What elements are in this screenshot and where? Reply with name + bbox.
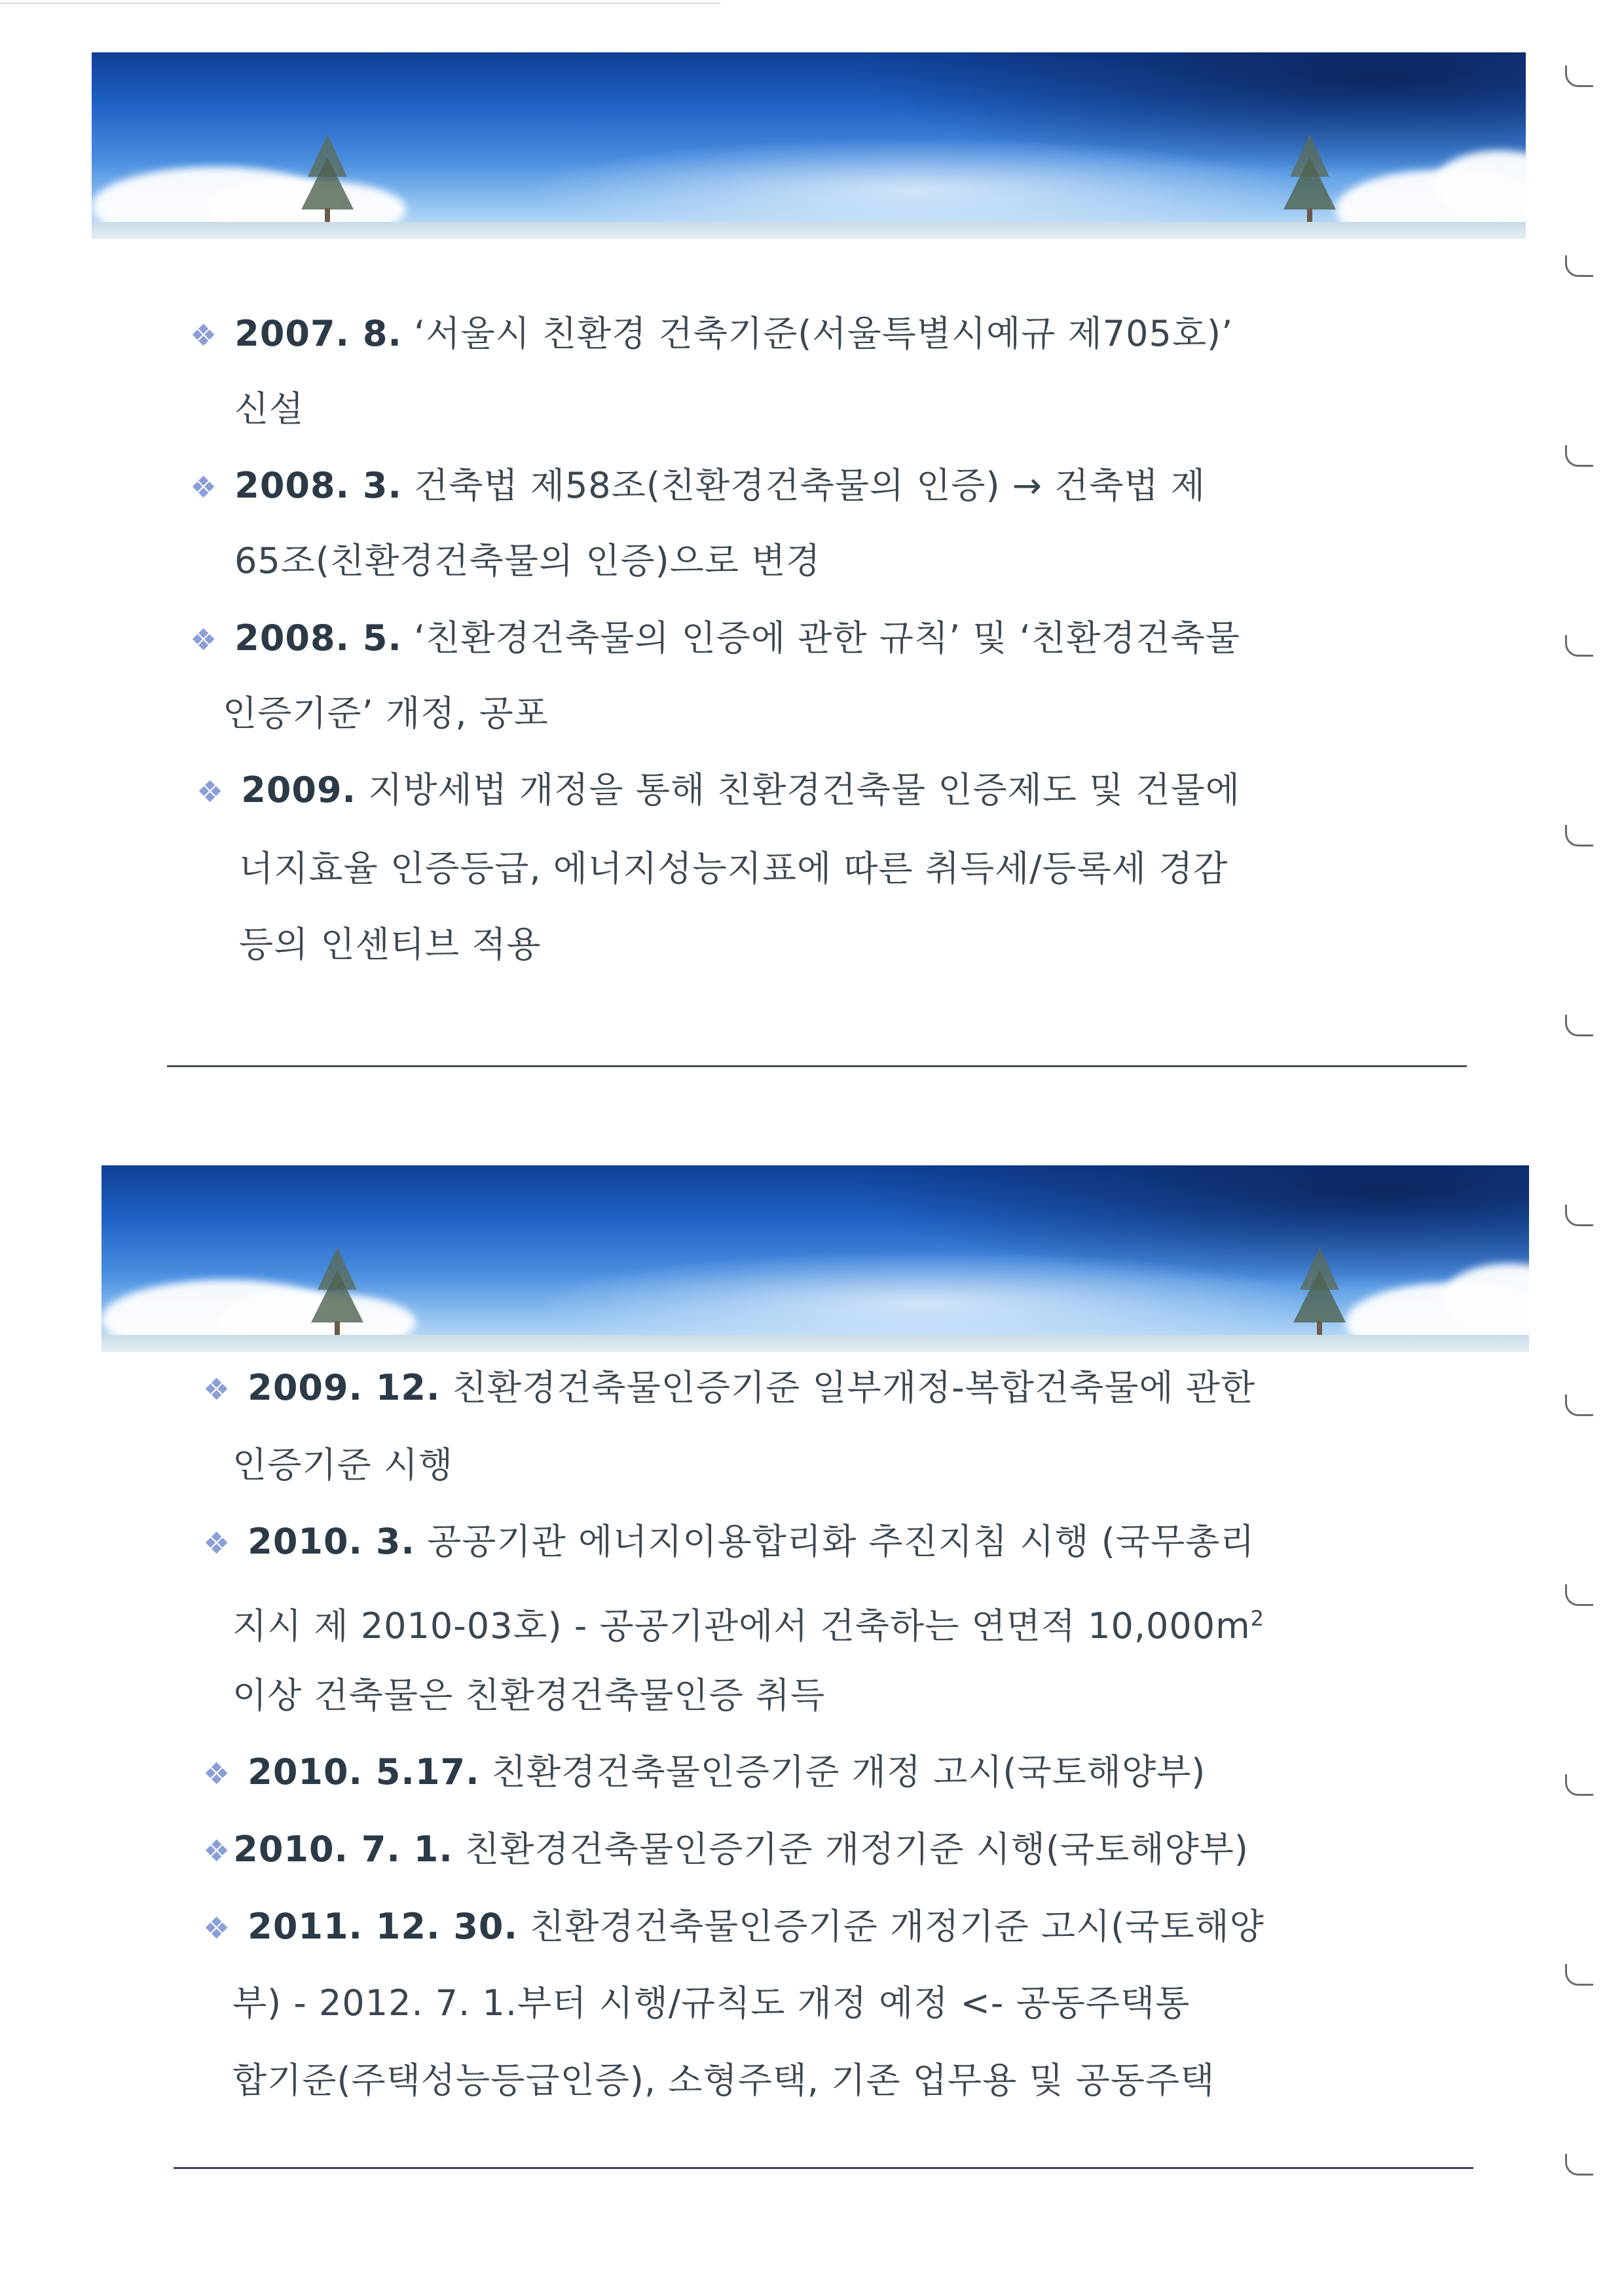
list-item xyxy=(203,1519,1255,1566)
item-text-continued: 너지효율 인증등급, 에너지성능지표에 따른 취득세/등록세 경감 xyxy=(239,848,1228,889)
item-text: 친환경건축물인증기준 개정기준 시행(국토해양부) xyxy=(465,1829,1249,1870)
item-date: 2007. 8. xyxy=(234,313,402,354)
diamond-bullet-icon: ❖ xyxy=(203,1372,231,1407)
scan-edge-line xyxy=(0,3,720,4)
item-text-continued: 신설 xyxy=(234,388,304,429)
diamond-bullet-icon: ❖ xyxy=(203,1525,231,1561)
diamond-bullet-icon: ❖ xyxy=(190,622,218,657)
item-date: 2010. 7. 1. xyxy=(233,1829,453,1870)
item-text: 지방세법 개정을 통해 친환경건축물 인증제도 및 건물에 xyxy=(368,769,1240,811)
list-item xyxy=(203,1365,1255,1412)
item-text-continued: 등의 인센티브 적용 xyxy=(239,924,542,965)
diamond-bullet-icon: ❖ xyxy=(203,1833,231,1868)
sky-banner-image xyxy=(101,1165,1529,1352)
item-text: 친환경건축물인증기준 일부개정-복합건축물에 관한 xyxy=(452,1367,1256,1408)
item-date: 2010. 3. xyxy=(248,1521,415,1562)
item-text-continued: 지시 제 2010-03호) - 공공기관에서 건축하는 연면적 $10,000m^2$ xyxy=(232,1605,1265,1647)
list-item xyxy=(203,1827,1249,1874)
item-text: 건축법 제58조(친환경건축물의 인증) → 건축법 제 xyxy=(414,465,1206,506)
diamond-bullet-icon: ❖ xyxy=(190,318,218,353)
list-item xyxy=(196,767,1240,814)
item-text: 공공기관 에너지이용합리화 추진지침 시행 (국무총리 xyxy=(427,1521,1255,1562)
list-item xyxy=(190,615,1240,663)
item-text: 친환경건축물인증기준 개정기준 고시(국토해양 xyxy=(530,1906,1264,1947)
item-text: ‘친환경건축물의 인증에 관한 규칙’ 및 ‘친환경건축물 xyxy=(414,617,1240,659)
list-item xyxy=(190,311,1233,358)
item-text-continued: 인증기준 시행 xyxy=(232,1444,454,1485)
item-text: ‘서울시 친환경 건축기준(서울특별시예규 제705호)’ xyxy=(414,313,1234,354)
diamond-bullet-icon: ❖ xyxy=(190,469,218,505)
item-date: 2010. 5.17. xyxy=(248,1751,480,1793)
sky-banner-image xyxy=(92,52,1526,239)
list-item xyxy=(203,1749,1206,1796)
diamond-bullet-icon: ❖ xyxy=(203,1756,231,1791)
item-date: 2009. xyxy=(241,769,357,811)
item-date: 2009. 12. xyxy=(248,1367,441,1408)
divider xyxy=(174,2167,1473,2169)
item-text-continued: 부) - 2012. 7. 1.부터 시행/규칙도 개정 예정 <- 공동주택통 xyxy=(232,1982,1190,2024)
list-item xyxy=(190,463,1206,510)
item-text-continued: 합기준(주택성능등급인증), 소형주택, 기존 업무용 및 공동주택 xyxy=(232,2060,1215,2101)
item-date: 2011. 12. 30. xyxy=(248,1906,518,1947)
superscript: 2 xyxy=(1250,1606,1265,1631)
diamond-bullet-icon: ❖ xyxy=(203,1910,231,1946)
diamond-bullet-icon: ❖ xyxy=(196,774,225,809)
item-date: 2008. 5. xyxy=(234,617,402,659)
divider xyxy=(167,1065,1467,1067)
item-text-continued: 인증기준’ 개정, 공포 xyxy=(223,693,549,734)
binding-marks xyxy=(1565,26,1604,2265)
item-text: 친환경건축물인증기준 개정 고시(국토해양부) xyxy=(491,1751,1206,1793)
list-item xyxy=(203,1904,1264,1951)
item-text-continued: 이상 건축물은 친환경건축물인증 취득 xyxy=(232,1675,826,1716)
item-date: 2008. 3. xyxy=(234,465,402,506)
item-text-continued: 65조(친환경건축물의 인증)으로 변경 xyxy=(234,540,821,581)
